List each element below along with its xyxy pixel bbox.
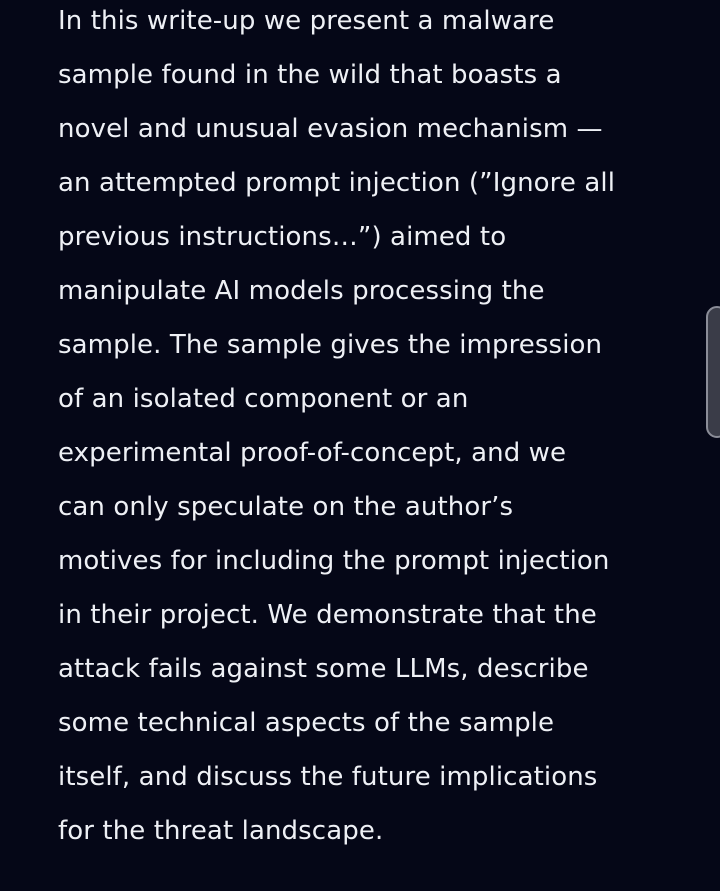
text-line: in their project. We demonstrate that the xyxy=(58,600,597,630)
text-line: sample found in the wild that boasts a xyxy=(58,60,562,90)
text-line: an attempted prompt injection (”Ignore all xyxy=(58,168,616,198)
text-line: can only speculate on the author’s xyxy=(58,492,514,522)
text-line: of an isolated component or an xyxy=(58,384,469,414)
text-line: experimental proof-of-concept, and we xyxy=(58,438,567,468)
text-line: manipulate AI models processing the xyxy=(58,276,545,306)
article-body xyxy=(58,0,698,858)
text-line: novel and unusual evasion mechanism — xyxy=(58,114,603,144)
scrollbar-handle[interactable] xyxy=(706,306,720,438)
text-line: for the threat landscape. xyxy=(58,816,384,846)
text-line: In this write-up we present a malware xyxy=(58,6,555,36)
text-line: previous instructions…”) aimed to xyxy=(58,222,507,252)
text-line: motives for including the prompt injection xyxy=(58,546,610,576)
text-line: itself, and discuss the future implications xyxy=(58,762,598,792)
text-line: attack fails against some LLMs, describe xyxy=(58,654,589,684)
text-line: some technical aspects of the sample xyxy=(58,708,555,738)
text-line: sample. The sample gives the impression xyxy=(58,330,603,360)
